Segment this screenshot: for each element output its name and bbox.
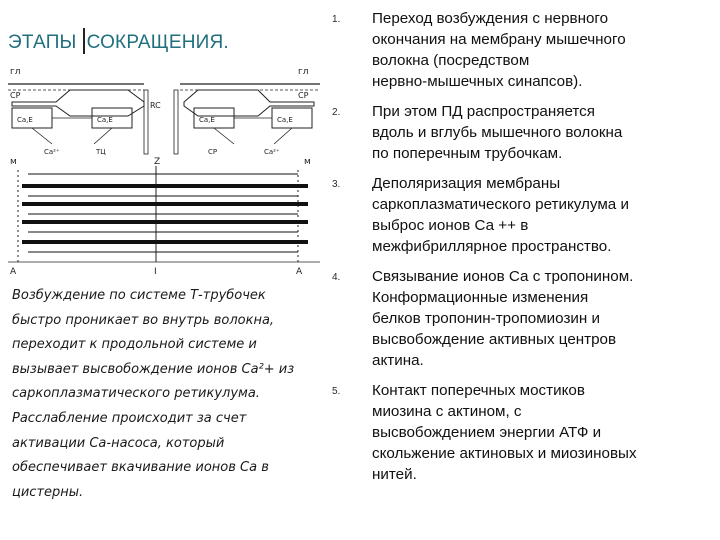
caption-line: Возбуждение по системе Т-трубочек: [12, 288, 266, 303]
diagram-box-d: Са,Е: [277, 116, 293, 124]
diagram-label-sr-right: СР: [298, 91, 309, 100]
diagram-box-b: Са,Е: [97, 116, 113, 124]
diagram-label-i-mid: I: [154, 267, 157, 277]
diagram-box-c: Са,Е: [199, 116, 215, 124]
list-item-step-4: [330, 266, 716, 371]
step-number: 3.: [332, 179, 341, 190]
title-part-2: СОКРАЩЕНИЯ.: [86, 32, 229, 53]
muscle-fiber-diagram: [8, 62, 320, 280]
caption-line: Расслабление происходит за счет: [12, 410, 247, 426]
caption-line: обеспечивает вкачивание ионов Са в: [12, 460, 269, 476]
step-line: нервно-мышечных синапсов).: [372, 73, 583, 90]
step-number: 1.: [332, 14, 341, 25]
diagram-label-tc: ТЦ: [96, 148, 106, 156]
diagram-label-top-left: гл: [10, 67, 21, 77]
caption-line: вызывает высвобождение ионов Са²+ из: [12, 361, 295, 377]
step-line: актина.: [372, 352, 424, 369]
step-line: белков тропонин-тропомиозин и: [372, 310, 600, 327]
diagram-label-cr: СР: [208, 148, 218, 156]
step-line: высвобождением энергии АТФ и: [372, 424, 602, 441]
diagram-caption: [12, 284, 330, 505]
diagram-box-a: Са,Е: [17, 116, 33, 124]
step-number: 2.: [332, 107, 341, 118]
step-line: окончания на мембрану мышечного: [372, 31, 626, 48]
diagram-label-sr-left: СР: [10, 91, 21, 100]
diagram-label-a-left: А: [10, 267, 17, 277]
caption-line: быстро проникает во внутрь волокна,: [12, 312, 275, 328]
list-item-step-2: [330, 101, 716, 164]
text-cursor-bar: [83, 28, 85, 54]
step-line: Деполяризация мембраны: [372, 175, 561, 192]
slide-title: [8, 28, 229, 54]
step-line: Контакт поперечных мостиков: [372, 382, 585, 399]
title-part-1: ЭТАПЫ: [8, 32, 77, 53]
list-item-step-3: [330, 173, 716, 257]
diagram-label-m-left: м: [10, 157, 17, 167]
step-line: Связывание ионов Са с тропонином.: [372, 268, 634, 285]
diagram-label-a-right: А: [296, 267, 303, 277]
diagram-label-ca2-left: Са²⁺: [44, 148, 60, 156]
step-number: 5.: [332, 386, 341, 397]
list-item-step-1: [330, 8, 716, 92]
step-line: При этом ПД распространяется: [372, 103, 595, 120]
step-number: 4.: [332, 272, 341, 283]
step-line: миозина с актином, с: [372, 403, 522, 420]
diagram-label-m-right: м: [304, 157, 311, 167]
step-line: межфибриллярное пространство.: [372, 238, 612, 255]
list-item-step-5: [330, 380, 716, 485]
diagram-label-top-right: гл: [298, 67, 309, 77]
step-line: по поперечным трубочкам.: [372, 145, 563, 162]
contraction-steps-list: [330, 8, 716, 494]
caption-line: саркоплазматического ретикулума.: [12, 386, 260, 402]
step-line: нитей.: [372, 466, 417, 483]
diagram-label-z: Z: [154, 157, 161, 167]
step-line: волокна (посредством: [372, 52, 530, 69]
diagram-label-ca2-right: Са²⁺: [264, 148, 280, 156]
caption-line: активации Са-насоса, который: [12, 435, 225, 451]
step-line: скольжение актиновых и миозиновых: [372, 445, 637, 462]
step-line: саркоплазматического ретикулума и: [372, 196, 629, 213]
step-line: высвобождение активных центров: [372, 331, 617, 348]
step-line: Конформационные изменения: [372, 289, 589, 306]
caption-line: переходит к продольной системе и: [12, 337, 257, 353]
step-line: выброс ионов Са ++ в: [372, 217, 529, 234]
step-line: Переход возбуждения с нервного: [372, 10, 609, 27]
step-line: вдоль и вглубь мышечного волокна: [372, 124, 623, 141]
caption-line: цистерны.: [12, 484, 84, 500]
diagram-label-rc: RC: [150, 101, 161, 110]
